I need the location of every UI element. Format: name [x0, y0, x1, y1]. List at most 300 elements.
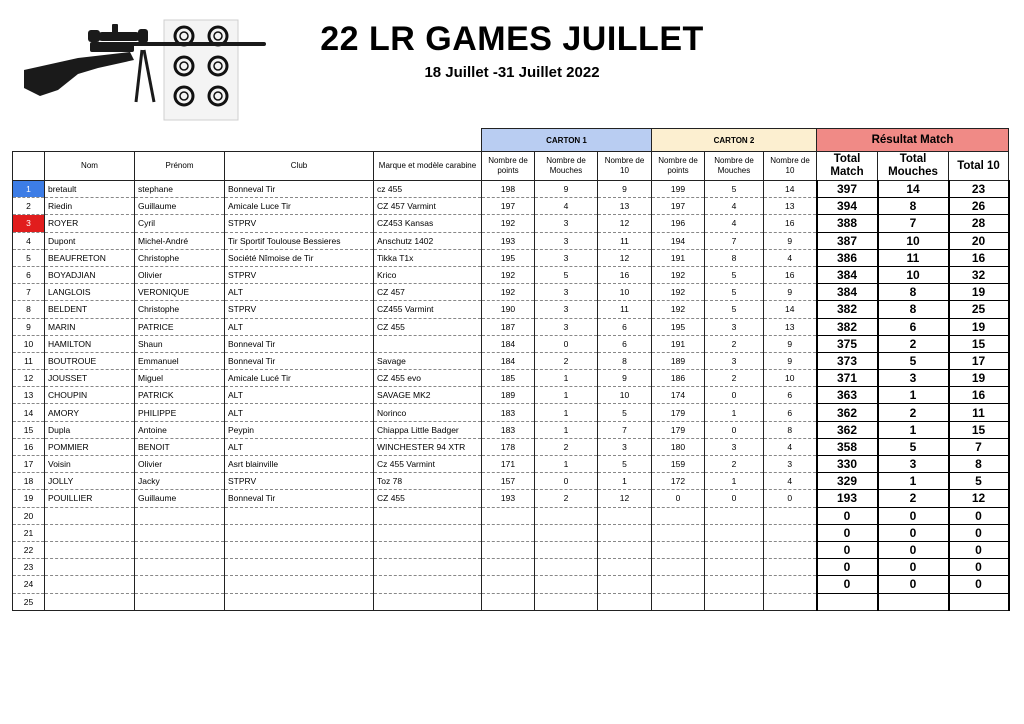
cell-club: ALT — [225, 387, 374, 404]
cell-c1-dix: 1 — [598, 473, 652, 490]
cell-c1-points: 193 — [482, 490, 535, 507]
cell-c2-points: 192 — [652, 284, 705, 301]
table-row — [13, 421, 1009, 438]
cell-c1-mouches: 1 — [535, 456, 598, 473]
cell-prenom — [135, 507, 225, 524]
cell-c1-mouches: 1 — [535, 421, 598, 438]
cell-total-dix — [949, 593, 1009, 610]
cell-c1-points: 185 — [482, 370, 535, 387]
cell-c2-points: 0 — [652, 490, 705, 507]
cell-marque: Tikka T1x — [374, 249, 482, 266]
cell-nom: ROYER — [45, 215, 135, 232]
cell-c2-points: 179 — [652, 404, 705, 421]
cell-c2-mouches: 2 — [705, 335, 764, 352]
cell-rank: 23 — [13, 559, 45, 576]
cell-c1-dix: 12 — [598, 215, 652, 232]
cell-c1-mouches: 1 — [535, 404, 598, 421]
cell-c1-points: 195 — [482, 249, 535, 266]
cell-c2-points: 180 — [652, 438, 705, 455]
cell-c1-points: 198 — [482, 181, 535, 198]
cell-nom: Dupont — [45, 232, 135, 249]
cell-total-mouches: 2 — [878, 490, 949, 507]
cell-marque: CZ453 Kansas — [374, 215, 482, 232]
cell-c1-dix: 6 — [598, 318, 652, 335]
result-header: Résultat Match — [817, 129, 1009, 152]
cell-c1-dix: 9 — [598, 370, 652, 387]
cell-c2-dix: 16 — [764, 266, 817, 283]
cell-total-match: 0 — [817, 541, 878, 558]
group-header-row — [13, 129, 1009, 152]
cell-total-mouches: 0 — [878, 541, 949, 558]
cell-c1-points: 183 — [482, 404, 535, 421]
cell-c2-dix — [764, 541, 817, 558]
cell-prenom: stephane — [135, 181, 225, 198]
cell-nom: AMORY — [45, 404, 135, 421]
cell-c1-dix — [598, 524, 652, 541]
cell-total-dix: 0 — [949, 507, 1009, 524]
cell-prenom: PATRICE — [135, 318, 225, 335]
table-row — [13, 318, 1009, 335]
cell-total-dix: 15 — [949, 421, 1009, 438]
cell-rank: 15 — [13, 421, 45, 438]
cell-nom: JOUSSET — [45, 370, 135, 387]
cell-total-dix: 15 — [949, 335, 1009, 352]
cell-c1-dix: 13 — [598, 198, 652, 215]
cell-total-match: 329 — [817, 473, 878, 490]
cell-total-mouches: 10 — [878, 232, 949, 249]
table-row — [13, 301, 1009, 318]
cell-c2-mouches: 4 — [705, 198, 764, 215]
cell-total-match: 0 — [817, 524, 878, 541]
col-total-mouches: Total Mouches — [878, 152, 949, 181]
cell-c2-dix — [764, 524, 817, 541]
cell-total-mouches: 5 — [878, 352, 949, 369]
cell-c1-dix: 9 — [598, 181, 652, 198]
cell-total-mouches: 7 — [878, 215, 949, 232]
cell-c1-points: 184 — [482, 335, 535, 352]
table-row — [13, 198, 1009, 215]
cell-total-match: 0 — [817, 576, 878, 593]
cell-c2-points — [652, 593, 705, 610]
table-row — [13, 404, 1009, 421]
cell-total-match: 388 — [817, 215, 878, 232]
col-rank — [13, 152, 45, 181]
cell-c1-mouches: 2 — [535, 438, 598, 455]
cell-total-mouches: 10 — [878, 266, 949, 283]
cell-c2-dix: 14 — [764, 181, 817, 198]
cell-c2-dix: 0 — [764, 490, 817, 507]
cell-c1-mouches: 3 — [535, 284, 598, 301]
cell-marque: cz 455 — [374, 181, 482, 198]
cell-total-match: 362 — [817, 404, 878, 421]
cell-c1-points — [482, 524, 535, 541]
page-title: 22 LR GAMES JUILLET — [320, 20, 704, 58]
cell-c2-mouches: 5 — [705, 301, 764, 318]
cell-rank: 8 — [13, 301, 45, 318]
cell-total-dix: 0 — [949, 524, 1009, 541]
cell-rank: 12 — [13, 370, 45, 387]
cell-marque: CZ 455 — [374, 490, 482, 507]
cell-total-mouches: 1 — [878, 387, 949, 404]
cell-rank: 4 — [13, 232, 45, 249]
cell-nom: BOUTROUE — [45, 352, 135, 369]
cell-c1-points — [482, 576, 535, 593]
cell-c2-mouches: 5 — [705, 266, 764, 283]
cell-c2-points: 192 — [652, 301, 705, 318]
cell-c1-points — [482, 507, 535, 524]
cell-marque: SAVAGE MK2 — [374, 387, 482, 404]
cell-rank: 11 — [13, 352, 45, 369]
cell-c1-dix: 8 — [598, 352, 652, 369]
cell-marque: CZ 455 — [374, 318, 482, 335]
cell-marque: Krico — [374, 266, 482, 283]
cell-c2-points: 186 — [652, 370, 705, 387]
col-c2-mouches: Nombre de Mouches — [705, 152, 764, 181]
cell-total-mouches: 0 — [878, 559, 949, 576]
cell-marque: Cz 455 Varmint — [374, 456, 482, 473]
cell-prenom: Jacky — [135, 473, 225, 490]
cell-c1-points: 189 — [482, 387, 535, 404]
table-row — [13, 370, 1009, 387]
cell-c1-mouches: 3 — [535, 301, 598, 318]
cell-club: Bonneval Tir — [225, 181, 374, 198]
cell-nom: Dupla — [45, 421, 135, 438]
cell-c1-dix: 12 — [598, 490, 652, 507]
cell-c1-mouches: 3 — [535, 215, 598, 232]
cell-c1-dix: 11 — [598, 232, 652, 249]
cell-c2-points: 191 — [652, 249, 705, 266]
cell-total-dix: 0 — [949, 541, 1009, 558]
cell-c2-dix: 9 — [764, 335, 817, 352]
cell-total-match: 387 — [817, 232, 878, 249]
cell-c2-points: 172 — [652, 473, 705, 490]
cell-c2-mouches — [705, 541, 764, 558]
cell-total-mouches: 2 — [878, 404, 949, 421]
table-row — [13, 335, 1009, 352]
cell-total-match: 373 — [817, 352, 878, 369]
cell-total-match: 0 — [817, 559, 878, 576]
cell-c1-mouches: 0 — [535, 473, 598, 490]
cell-c2-dix: 4 — [764, 473, 817, 490]
cell-c1-dix — [598, 559, 652, 576]
table-row — [13, 181, 1009, 198]
cell-total-dix: 11 — [949, 404, 1009, 421]
rifle-with-targets-image — [18, 18, 270, 122]
cell-total-mouches: 1 — [878, 473, 949, 490]
col-c1-points: Nombre de points — [482, 152, 535, 181]
cell-total-dix: 0 — [949, 576, 1009, 593]
cell-c1-dix: 5 — [598, 456, 652, 473]
cell-total-match: 371 — [817, 370, 878, 387]
cell-prenom: Shaun — [135, 335, 225, 352]
cell-c1-mouches: 1 — [535, 387, 598, 404]
cell-prenom — [135, 524, 225, 541]
cell-c2-dix: 4 — [764, 438, 817, 455]
cell-c1-dix — [598, 576, 652, 593]
carton2-header: CARTON 2 — [652, 129, 817, 152]
cell-prenom: Emmanuel — [135, 352, 225, 369]
col-club: Club — [225, 152, 374, 181]
cell-marque: WINCHESTER 94 XTR — [374, 438, 482, 455]
cell-total-match — [817, 593, 878, 610]
cell-prenom: Cyril — [135, 215, 225, 232]
cell-c2-points: 189 — [652, 352, 705, 369]
cell-nom: BELDENT — [45, 301, 135, 318]
table-row — [13, 456, 1009, 473]
cell-club: STPRV — [225, 473, 374, 490]
cell-c2-mouches: 5 — [705, 284, 764, 301]
cell-c2-mouches — [705, 559, 764, 576]
cell-nom — [45, 576, 135, 593]
cell-total-match: 363 — [817, 387, 878, 404]
cell-marque — [374, 507, 482, 524]
cell-c1-dix: 10 — [598, 387, 652, 404]
cell-total-dix: 19 — [949, 284, 1009, 301]
table-row — [13, 490, 1009, 507]
table-row — [13, 387, 1009, 404]
cell-c1-mouches: 9 — [535, 181, 598, 198]
cell-total-dix: 23 — [949, 181, 1009, 198]
cell-club: ALT — [225, 318, 374, 335]
cell-marque — [374, 335, 482, 352]
cell-marque: CZ 455 evo — [374, 370, 482, 387]
cell-total-dix: 19 — [949, 318, 1009, 335]
cell-c2-mouches: 7 — [705, 232, 764, 249]
cell-club: Asrt blainville — [225, 456, 374, 473]
cell-total-dix: 20 — [949, 232, 1009, 249]
cell-total-match: 386 — [817, 249, 878, 266]
cell-marque: Savage — [374, 352, 482, 369]
cell-c1-mouches — [535, 559, 598, 576]
col-prenom: Prénom — [135, 152, 225, 181]
cell-rank: 21 — [13, 524, 45, 541]
cell-c2-mouches: 3 — [705, 318, 764, 335]
cell-c2-points: 197 — [652, 198, 705, 215]
cell-rank: 7 — [13, 284, 45, 301]
cell-marque: CZ 457 — [374, 284, 482, 301]
cell-c2-points: 199 — [652, 181, 705, 198]
cell-club: STPRV — [225, 301, 374, 318]
cell-rank: 19 — [13, 490, 45, 507]
cell-total-match: 330 — [817, 456, 878, 473]
cell-c2-dix: 6 — [764, 387, 817, 404]
cell-c1-mouches: 0 — [535, 335, 598, 352]
cell-club: Tir Sportif Toulouse Bessieres — [225, 232, 374, 249]
cell-c1-points: 178 — [482, 438, 535, 455]
cell-club — [225, 559, 374, 576]
cell-c2-mouches: 2 — [705, 456, 764, 473]
cell-prenom: PHILIPPE — [135, 404, 225, 421]
cell-total-match: 362 — [817, 421, 878, 438]
cell-c2-dix — [764, 593, 817, 610]
cell-c2-dix — [764, 507, 817, 524]
column-header-row — [13, 152, 1009, 181]
cell-rank: 2 — [13, 198, 45, 215]
cell-total-match: 394 — [817, 198, 878, 215]
table-row — [13, 507, 1009, 524]
cell-c2-mouches — [705, 576, 764, 593]
cell-total-dix: 16 — [949, 249, 1009, 266]
cell-total-dix: 28 — [949, 215, 1009, 232]
cell-prenom: Olivier — [135, 456, 225, 473]
cell-nom — [45, 559, 135, 576]
cell-c1-mouches: 4 — [535, 198, 598, 215]
cell-c1-dix: 7 — [598, 421, 652, 438]
cell-c2-mouches: 2 — [705, 370, 764, 387]
cell-c2-mouches — [705, 524, 764, 541]
cell-nom: MARIN — [45, 318, 135, 335]
cell-rank: 9 — [13, 318, 45, 335]
table-row — [13, 524, 1009, 541]
cell-c2-mouches: 0 — [705, 421, 764, 438]
cell-club: ALT — [225, 438, 374, 455]
table-row — [13, 559, 1009, 576]
cell-c1-dix — [598, 541, 652, 558]
cell-rank: 25 — [13, 593, 45, 610]
cell-c2-points: 179 — [652, 421, 705, 438]
cell-c1-mouches: 3 — [535, 249, 598, 266]
table-row — [13, 284, 1009, 301]
cell-c1-points: 192 — [482, 284, 535, 301]
cell-total-dix: 17 — [949, 352, 1009, 369]
cell-c1-dix: 6 — [598, 335, 652, 352]
cell-c2-mouches: 5 — [705, 181, 764, 198]
cell-nom: POUILLIER — [45, 490, 135, 507]
table-row — [13, 541, 1009, 558]
cell-c2-mouches: 0 — [705, 490, 764, 507]
cell-c2-points: 159 — [652, 456, 705, 473]
cell-club: Peypin — [225, 421, 374, 438]
cell-c2-points: 195 — [652, 318, 705, 335]
cell-c1-mouches — [535, 507, 598, 524]
cell-c1-points: 193 — [482, 232, 535, 249]
cell-nom: BEAUFRETON — [45, 249, 135, 266]
cell-c2-mouches: 0 — [705, 387, 764, 404]
cell-total-match: 358 — [817, 438, 878, 455]
cell-c2-mouches: 3 — [705, 352, 764, 369]
cell-total-mouches: 3 — [878, 456, 949, 473]
cell-c1-points — [482, 593, 535, 610]
table-row — [13, 215, 1009, 232]
cell-nom: POMMIER — [45, 438, 135, 455]
cell-c1-mouches — [535, 593, 598, 610]
cell-club — [225, 541, 374, 558]
cell-club: STPRV — [225, 215, 374, 232]
cell-c2-mouches: 8 — [705, 249, 764, 266]
cell-prenom: Guillaume — [135, 490, 225, 507]
cell-total-mouches: 1 — [878, 421, 949, 438]
page-subtitle: 18 Juillet -31 Juillet 2022 — [424, 64, 600, 81]
cell-prenom — [135, 576, 225, 593]
cell-c1-dix: 11 — [598, 301, 652, 318]
cell-c2-dix: 9 — [764, 284, 817, 301]
cell-c2-mouches: 1 — [705, 473, 764, 490]
cell-c1-dix — [598, 593, 652, 610]
cell-prenom: Michel-André — [135, 232, 225, 249]
cell-c2-mouches — [705, 593, 764, 610]
cell-total-mouches: 6 — [878, 318, 949, 335]
cell-nom — [45, 524, 135, 541]
table-row — [13, 438, 1009, 455]
cell-c1-points: 157 — [482, 473, 535, 490]
cell-c1-mouches — [535, 576, 598, 593]
cell-total-dix: 19 — [949, 370, 1009, 387]
cell-prenom: Guillaume — [135, 198, 225, 215]
cell-c2-points: 191 — [652, 335, 705, 352]
cell-total-mouches: 0 — [878, 576, 949, 593]
cell-prenom: BENOIT — [135, 438, 225, 455]
cell-prenom: Antoine — [135, 421, 225, 438]
cell-c1-points: 187 — [482, 318, 535, 335]
cell-rank: 24 — [13, 576, 45, 593]
cell-c1-points: 190 — [482, 301, 535, 318]
cell-total-dix: 32 — [949, 266, 1009, 283]
cell-rank: 6 — [13, 266, 45, 283]
cell-nom: Voisin — [45, 456, 135, 473]
cell-prenom: VERONIQUE — [135, 284, 225, 301]
cell-total-match: 382 — [817, 301, 878, 318]
cell-c1-points — [482, 541, 535, 558]
cell-club: Amicale Lucé Tir — [225, 370, 374, 387]
cell-total-mouches: 8 — [878, 284, 949, 301]
cell-total-mouches — [878, 593, 949, 610]
col-total-match: Total Match — [817, 152, 878, 181]
cell-total-dix: 0 — [949, 559, 1009, 576]
table-row — [13, 352, 1009, 369]
table-row — [13, 576, 1009, 593]
cell-c2-dix: 13 — [764, 198, 817, 215]
cell-rank: 22 — [13, 541, 45, 558]
cell-prenom: Olivier — [135, 266, 225, 283]
cell-marque — [374, 559, 482, 576]
cell-club: Société Nîmoise de Tir — [225, 249, 374, 266]
cell-prenom: Miguel — [135, 370, 225, 387]
cell-marque: Norinco — [374, 404, 482, 421]
cell-club: Bonneval Tir — [225, 335, 374, 352]
cell-c2-dix: 4 — [764, 249, 817, 266]
cell-c2-mouches: 3 — [705, 438, 764, 455]
cell-c2-dix: 14 — [764, 301, 817, 318]
cell-club: STPRV — [225, 266, 374, 283]
cell-rank: 3 — [13, 215, 45, 232]
cell-prenom — [135, 541, 225, 558]
cell-marque: CZ 457 Varmint — [374, 198, 482, 215]
cell-marque: Toz 78 — [374, 473, 482, 490]
cell-c2-points: 192 — [652, 266, 705, 283]
cell-total-mouches: 0 — [878, 524, 949, 541]
cell-total-dix: 12 — [949, 490, 1009, 507]
cell-prenom: Christophe — [135, 249, 225, 266]
cell-c1-mouches — [535, 524, 598, 541]
cell-club — [225, 593, 374, 610]
cell-marque — [374, 541, 482, 558]
cell-rank: 13 — [13, 387, 45, 404]
results-body — [13, 181, 1009, 611]
cell-c2-dix: 9 — [764, 232, 817, 249]
cell-c1-mouches: 2 — [535, 490, 598, 507]
cell-total-match: 384 — [817, 266, 878, 283]
cell-c2-dix: 13 — [764, 318, 817, 335]
table-row — [13, 593, 1009, 610]
cell-total-dix: 8 — [949, 456, 1009, 473]
cell-c2-mouches: 4 — [705, 215, 764, 232]
cell-total-mouches: 2 — [878, 335, 949, 352]
cell-c2-points — [652, 507, 705, 524]
cell-rank: 16 — [13, 438, 45, 455]
cell-nom — [45, 593, 135, 610]
cell-c2-points: 174 — [652, 387, 705, 404]
cell-c2-points: 194 — [652, 232, 705, 249]
